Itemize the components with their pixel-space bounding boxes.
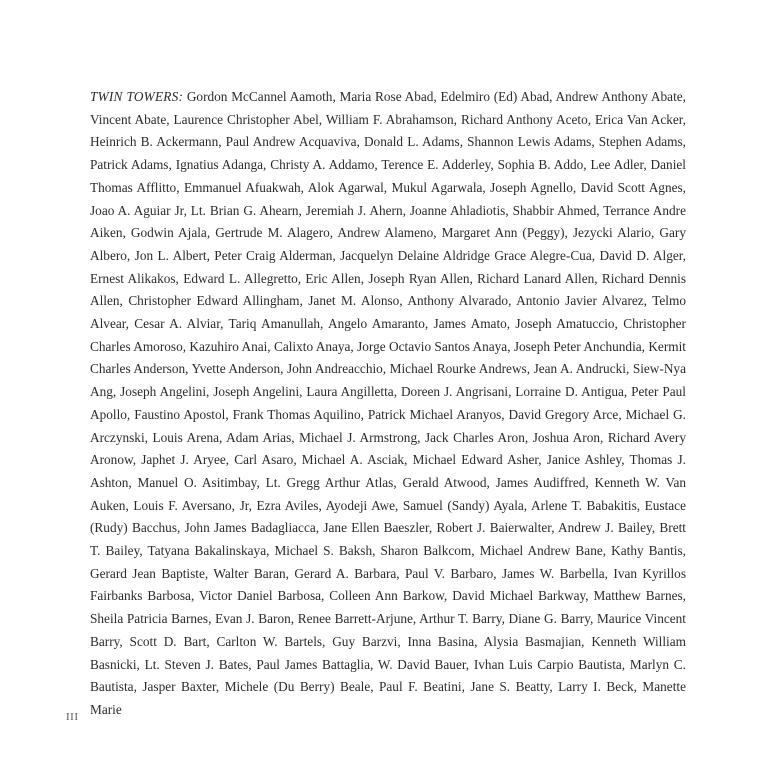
victim-names-list: Gordon McCannel Aamoth, Maria Rose Abad, Edelmiro (Ed) Abad, Andrew Anthony Abate, Vincent Abate, Laurence Christopher Abel, William F. Abrahamson, Richard Anthony Aceto, Erica Van Acker, Heinrich B. Ackermann, Paul Andrew Acquaviva, Donald L. Adams, Shannon Lewis Adams, Stephen Adams, Patrick Adams, Ignatius Adanga, Christy A. Addamo, Terence E. Adderley, Sophia B. Addo, Lee Adler, Daniel Thomas Afflitto, Emmanuel Afuakwah, Alok Agarwal, Mukul Agarwala, Joseph Agnello, David Scott Agnes, Joao A. Aguiar Jr, Lt. Brian G. Ahearn, Jeremiah J. Ahern, Joanne Ahladiotis, Shabbir Ahmed, Terrance Andre Aiken, Godwin Ajala, Gertrude M. Alagero, Andrew Alameno, Margaret Ann (Peggy), Jezycki Alario, Gary Albero, Jon L. Albert, Peter Craig Alderman, Jacquelyn Delaine Aldridge Grace Alegre-Cua, David D. Alger, Ernest Alikakos, Edward L. Allegretto, Eric Allen, Joseph Ryan Allen, Richard Lanard Allen, Richard Dennis Allen, Christopher Edward Allingham, Janet M. Alonso, Anthony Alvarado, Antonio Javier Alvarez, Telmo Alvear, Cesar A. Alviar, Tariq Amanullah, Angelo Amaranto, James Amato, Joseph Amatuccio, Christopher Charles Amoroso, Kazuhiro Anai, Calixto Anaya, Jorge Octavio Santos Anaya, Joseph Peter Anchundia, Kermit Charles Anderson, Yvette Anderson, John Andreacchio, Michael Rourke Andrews, Jean A. Andrucki, Siew-Nya Ang, Joseph Angelini, Joseph Angelini, Laura Angilletta, Doreen J. Angrisani, Lorraine D. Antigua, Peter Paul Apollo, Faustino Apostol, Frank Thomas Aquilino, Patrick Michael Aranyos, David Gregory Arce, Michael G. Arczynski, Louis Arena, Adam Arias, Michael J. Armstrong, Jack Charles Aron, Joshua Aron, Richard Avery Aronow, Japhet J. Aryee, Carl Asaro, Michael A. Asciak, Michael Edward Asher, Janice Ashley, Thomas J. Ashton, Manuel O. Asitimbay, Lt. Gregg Arthur Atlas, Gerald Atwood, James Audiffred, Kenneth W. Van Auken, Louis F. Aversano, Jr, Ezra Aviles, Ayodeji Awe, Samuel (Sandy) Ayala, Arlene T. Babakitis, Eustace (Rudy) Bacchus, John James Badagliacca, Jane Ellen Baeszler, Robert J. Baierwalter, Andrew J. Bailey, Brett T. Bailey, Tatyana Bakalinskaya, Michael S. Baksh, Sharon Balkcom, Michael Andrew Bane, Kathy Bantis, Gerard Jean Baptiste, Walter Baran, Gerard A. Barbara, Paul V. Barbaro, James W. Barbella, Ivan Kyrillos Fairbanks Barbosa, Victor Daniel Barbosa, Colleen Ann Barkow, David Michael Barkway, Matthew Barnes, Sheila Patricia Barnes, Evan J. Baron, Renee Barrett-Arjune, Arthur T. Barry, Diane G. Barry, Maurice Vincent Barry, Scott D. Bart, Carlton W. Bartels, Guy Barzvi, Inna Basina, Alysia Basmajian, Kenneth William Basnicki, Lt. Steven J. Bates, Paul James Battaglia, W. David Bauer, Ivhan Luis Carpio Bautista, Marlyn C. Bautista, Jasper Baxter, Michele (Du Berry) Beale, Paul F. Beatini, Jane S. Beatty, Larry I. Beck, Manette Marie [90, 89, 686, 717]
section-label: TWIN TOWERS: [90, 89, 184, 104]
memorial-names-paragraph [90, 86, 686, 722]
page-number: III [66, 711, 79, 723]
